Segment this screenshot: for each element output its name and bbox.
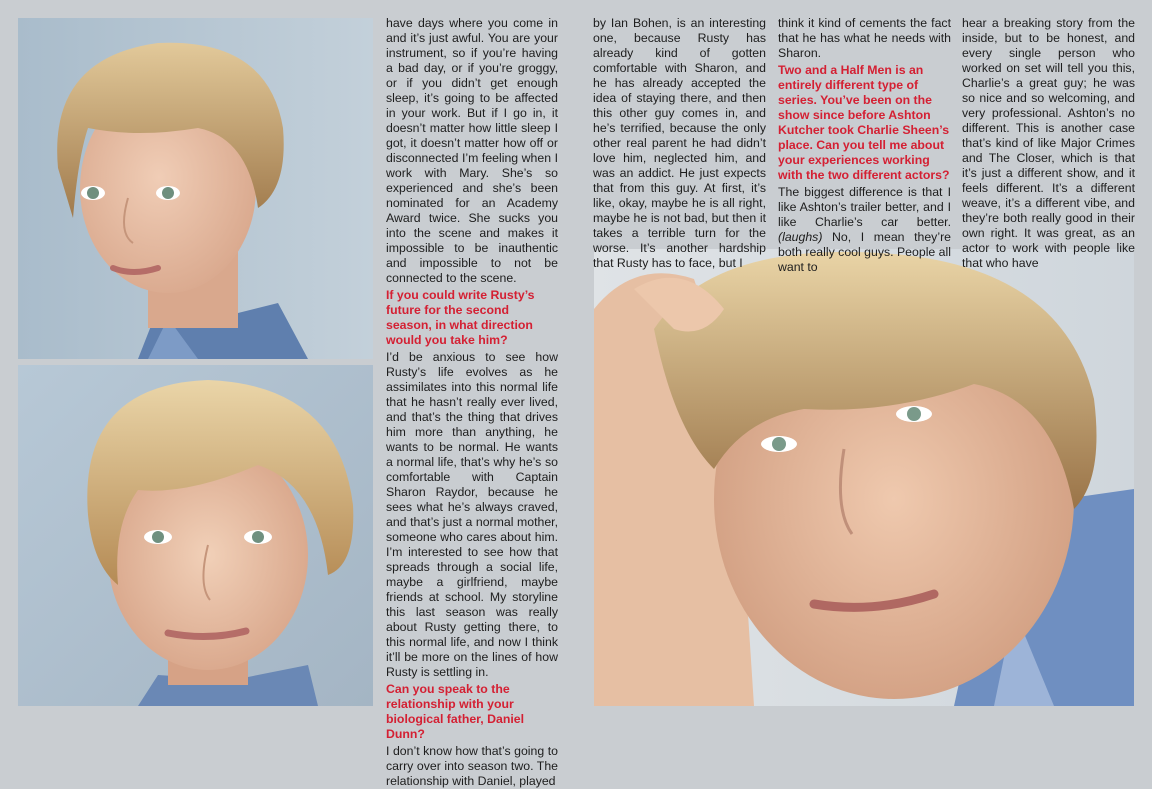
- answer-text: No, I mean they’re both really cool guys. People all want to: [778, 230, 951, 274]
- article-column-3: [778, 16, 951, 274]
- answer-paragraph: have days where you come in and it’s just awful. You are your instrument, so if you’re having a bad day, or if you’re groggy, or if you didn’t get enough sleep, it’s going to be affected in your work. But if I go in, it doesn’t matter how little sleep I got, it doesn’t matter how off or disconnected I’m feeling when I work with Mary. She’s so experienced and she’s been nominated for an Academy Award twice. She sucks you into the scene and makes it impossible to be inauthentic and impossible to not be connected to the scene.: [386, 16, 558, 285]
- interview-question: If you could write Rusty’s future for the second season, in what direction would you take him?: [386, 288, 535, 347]
- article-column-4: [962, 16, 1135, 270]
- laughs-aside: (laughs): [778, 230, 823, 244]
- answer-text: The biggest difference is that I like Ashton’s trailer better, and I like Charlie’s car better.: [778, 185, 951, 229]
- article-column-1: [386, 16, 558, 788]
- portrait-photo-bottom: [18, 365, 373, 706]
- answer-paragraph: I’d be anxious to see how Rusty’s life evolves as he assimilates into this normal life that he hasn’t really ever lived, and that’s the thing that drives him more than anything, he wants to be normal. He wants a normal life, that’s why he’s so comfortable with Captain Sharon Raydor, because he sees what he’s always craved, and that’s just a normal mother, someone who cares about him. I’m interested to see how that spreads through a social life, maybe a girlfriend, maybe friends at school. My storyline this last season was really about Rusty getting there, to this normal life, and now I think it’ll be more on the lines of how Rusty is settling in.: [386, 350, 558, 679]
- answer-paragraph: I don’t know how that’s going to carry over into season two. The relationship with Daniel, played: [386, 744, 558, 788]
- interview-question: Can you speak to the relationship with your biological father, Daniel Dunn?: [386, 682, 525, 741]
- interview-question: Two and a Half Men is an entirely different type of series. You’ve been on the show since before Ashton Kutcher took Charlie Sheen’s place. Can you tell me about your experiences working with the two different actors?: [778, 63, 950, 182]
- portrait-photo-large: [594, 249, 1134, 706]
- article-column-2: [593, 16, 766, 270]
- answer-paragraph: by Ian Bohen, is an interesting one, because Rusty has already kind of gotten comfortable with Sharon, and he has already accepted the idea of staying there, and then this other guy comes in, and he’s terrified, because the only other real parent he had didn’t love him, neglected him, and was an addict. He just expects that from this guy. At first, it’s like, okay, maybe he is all right, maybe he is not bad, but then it takes a terrible turn for the worse. It’s another hardship that Rusty has to face, but I: [593, 16, 766, 270]
- answer-paragraph: hear a breaking story from the inside, but to be honest, and every single person who worked on set will tell you this, Charlie’s a great guy; he was so nice and so welcoming, and very professional. Ashton’s no different. This is another case that’s kind of like Major Crimes and The Closer, which is that it’s just a different show, and it feels different. It’s a different weave, it’s a different vibe, and they’re both really good in their own right. It was great, as an actor to work with people like that who have: [962, 16, 1135, 270]
- answer-paragraph: [778, 185, 951, 275]
- answer-paragraph: think it kind of cements the fact that he has what he needs with Sharon.: [778, 16, 951, 60]
- portrait-photo-top: [18, 18, 373, 359]
